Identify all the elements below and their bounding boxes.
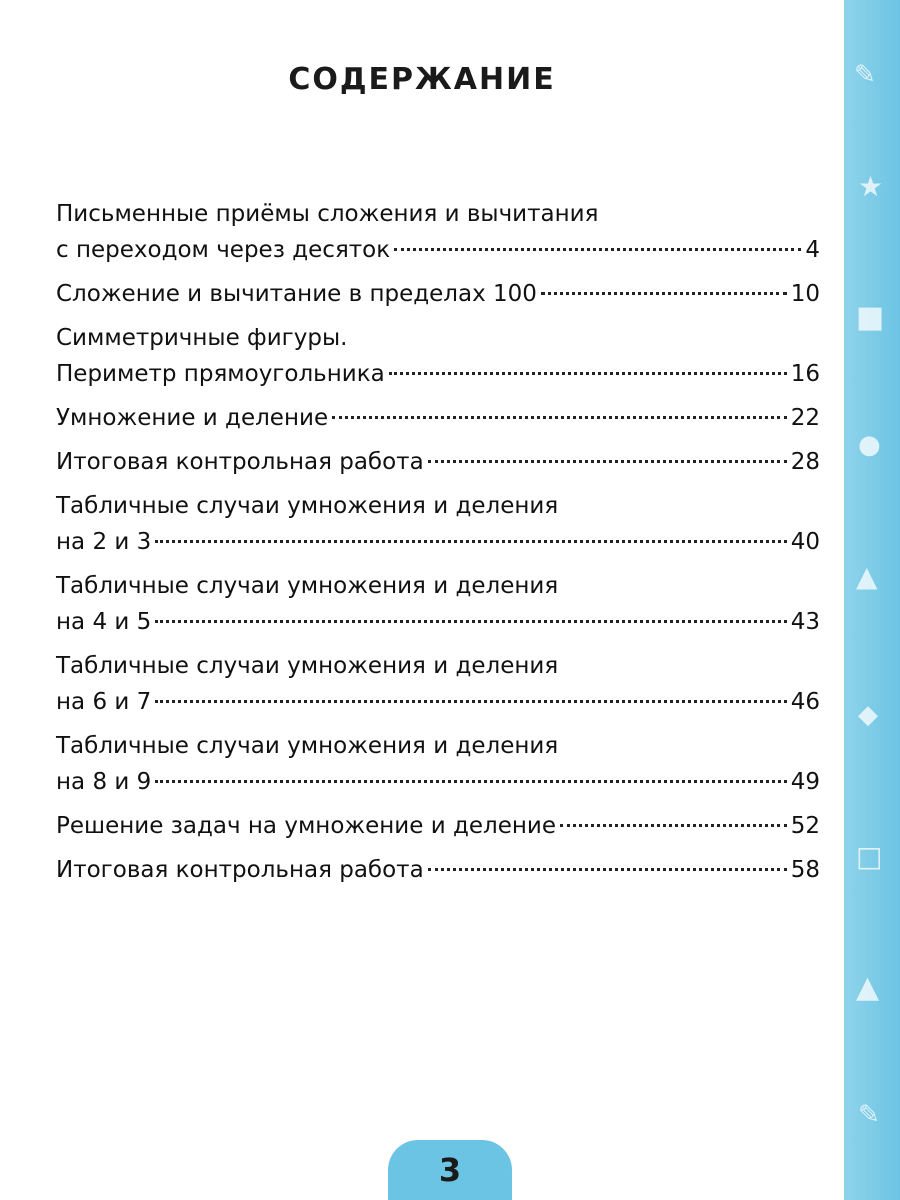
diamond-icon: ◆ <box>858 700 878 730</box>
toc-entry-page-number: 28 <box>790 449 820 475</box>
toc-entry[interactable] <box>56 488 820 560</box>
toc-entry-title: Итоговая контрольная работа <box>56 857 424 883</box>
page-title: СОДЕРЖАНИЕ <box>288 62 556 97</box>
toc-entry[interactable] <box>56 648 820 720</box>
dot-leader <box>389 372 787 375</box>
circle-icon: ● <box>858 430 881 460</box>
toc-entry[interactable] <box>56 568 820 640</box>
toc-entry-row <box>56 604 820 640</box>
toc-entry-row <box>56 400 820 436</box>
star-icon: ★ <box>858 170 884 203</box>
dot-leader <box>428 460 787 463</box>
dot-leader <box>155 700 786 703</box>
toc-entry-title: Умножение и деление <box>56 405 329 431</box>
decorative-side-strip <box>844 0 900 1200</box>
toc-entry[interactable] <box>56 196 820 268</box>
toc-entry-title: Решение задач на умножение и деление <box>56 813 557 839</box>
toc-entry[interactable] <box>56 852 820 888</box>
toc-entry-title-line: Табличные случаи умножения и деления <box>56 653 559 679</box>
toc-entry-title: на 4 и 5 <box>56 609 152 635</box>
toc-entry-row <box>56 356 820 392</box>
toc-entry-page-number: 58 <box>790 857 820 883</box>
toc-entry-row <box>56 852 820 888</box>
square-icon: ■ <box>856 300 885 335</box>
toc-entry[interactable] <box>56 276 820 312</box>
page-number: 3 <box>438 1151 462 1189</box>
toc-entry-title: на 8 и 9 <box>56 769 152 795</box>
dot-leader <box>332 416 787 419</box>
dot-leader <box>428 868 787 871</box>
toc-entry-row <box>56 444 820 480</box>
toc-entry[interactable] <box>56 400 820 436</box>
toc-entry-row <box>56 276 820 312</box>
toc-entry-title: Периметр прямоугольника <box>56 361 385 387</box>
toc-entry-page-number: 49 <box>790 769 820 795</box>
toc-entry-page-number: 46 <box>790 689 820 715</box>
toc-entry-title-line: Симметричные фигуры. <box>56 325 348 351</box>
toc-entry-title: с переходом через десяток <box>56 237 391 263</box>
toc-entry-row <box>56 808 820 844</box>
triangle-icon: ▲ <box>856 560 878 593</box>
toc-entry-title: на 6 и 7 <box>56 689 152 715</box>
square-outline-icon: □ <box>856 840 883 873</box>
dot-leader <box>155 540 786 543</box>
dot-leader <box>155 620 786 623</box>
toc-entry[interactable] <box>56 728 820 800</box>
toc-entry-title: на 2 и 3 <box>56 529 152 555</box>
toc-entry-row <box>56 524 820 560</box>
toc-entry-row <box>56 684 820 720</box>
toc-entry[interactable] <box>56 808 820 844</box>
toc-entry-page-number: 22 <box>790 405 820 431</box>
toc-entry-row <box>56 764 820 800</box>
toc-entry[interactable] <box>56 444 820 480</box>
toc-entry-page-number: 52 <box>790 813 820 839</box>
dot-leader <box>155 780 786 783</box>
pencil-icon: ✎ <box>854 60 876 90</box>
table-of-contents <box>56 196 820 896</box>
pencil-icon-2: ✎ <box>858 1100 880 1130</box>
toc-entry-page-number: 40 <box>790 529 820 555</box>
triangle-icon-2: ▲ <box>856 970 880 1005</box>
toc-entry-title: Сложение и вычитание в пределах 100 <box>56 281 537 307</box>
toc-entry-page-number: 4 <box>805 237 820 263</box>
toc-entry-row <box>56 232 820 268</box>
dot-leader <box>560 824 787 827</box>
dot-leader <box>541 292 787 295</box>
page-number-badge <box>388 1140 512 1200</box>
toc-entry-title-line: Письменные приёмы сложения и вычитания <box>56 201 599 227</box>
toc-entry-page-number: 10 <box>790 281 820 307</box>
toc-entry-title-line: Табличные случаи умножения и деления <box>56 733 559 759</box>
toc-entry-title-line: Табличные случаи умножения и деления <box>56 493 559 519</box>
toc-entry-title-line: Табличные случаи умножения и деления <box>56 573 559 599</box>
toc-entry[interactable] <box>56 320 820 392</box>
dot-leader <box>394 248 801 251</box>
toc-entry-title: Итоговая контрольная работа <box>56 449 424 475</box>
toc-entry-page-number: 43 <box>790 609 820 635</box>
toc-entry-page-number: 16 <box>790 361 820 387</box>
